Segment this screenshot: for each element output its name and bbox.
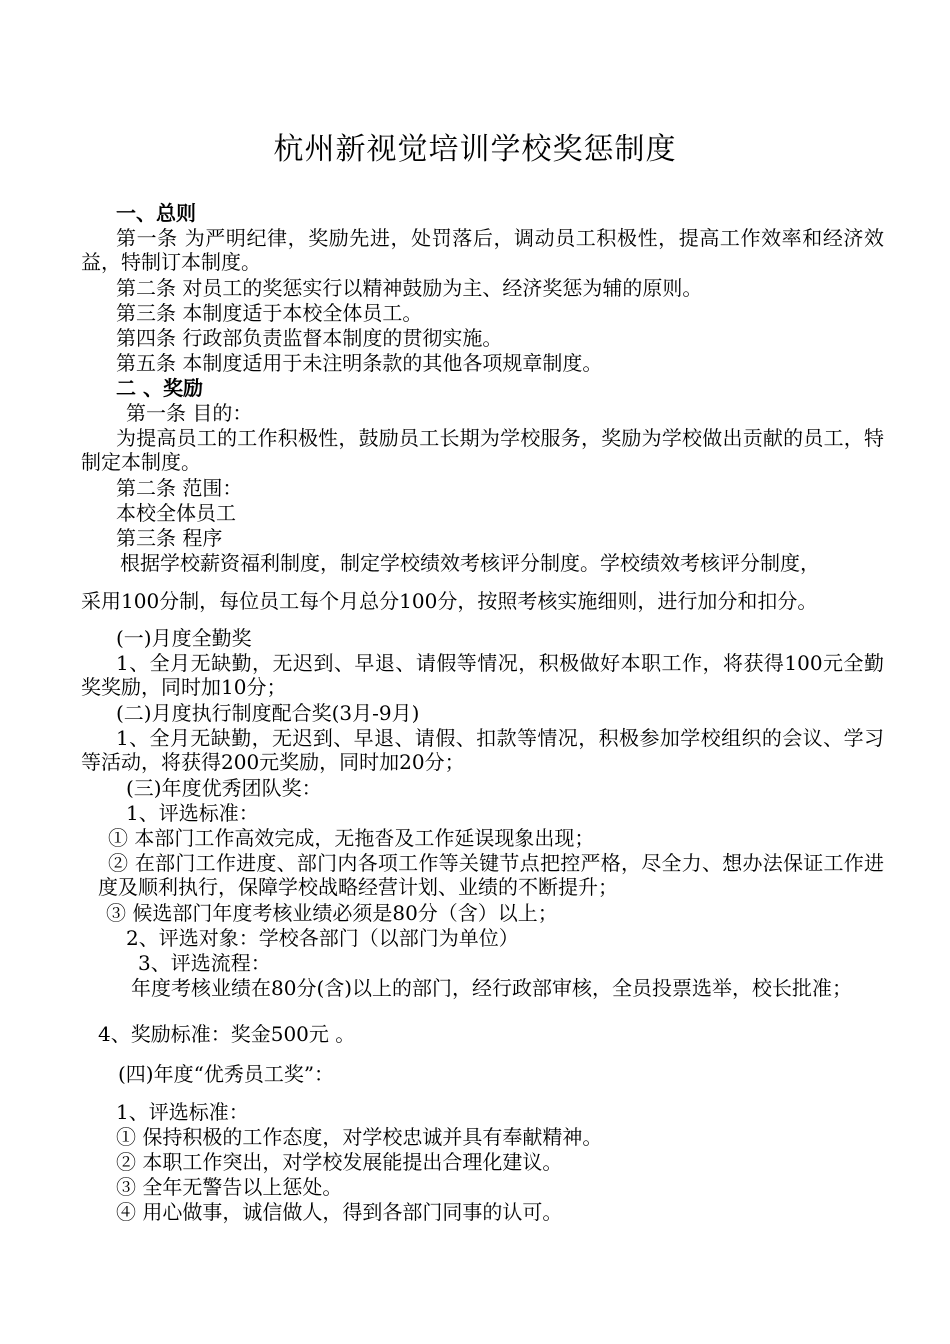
document-title: 杭州新视觉培训学校奖惩制度 (273, 132, 677, 167)
employee-award-heading: (四)年度“优秀员工奖”： (118, 1062, 335, 1086)
article-2-principle: 第二条 对员工的奖惩实行以精神鼓励为主、经济奖惩为辅的原则。 (116, 276, 703, 300)
reward-purpose-text: 为提高员工的工作积极性，鼓励员工长期为学校服务，奖励为学校做出贡献的员工，特制定本制度。 (81, 426, 884, 474)
reward-scope-text: 本校全体员工 (116, 501, 236, 525)
monthly-compliance-text: 1、全月无缺勤，无迟到、早退、请假、扣款等情况，积极参加学校组织的会议、学习等活动，将获得200元奖励，同时加20分； (81, 726, 884, 774)
procedure-text-line-2: 采用100分制，每位员工每个月总分100分，按照考核实施细则，进行加分和扣分。 (81, 589, 818, 613)
section-heading-general: 一、总则 (116, 201, 196, 225)
reward-article-3-heading: 第三条 程序 (116, 526, 223, 550)
monthly-attendance-text: 1、全月无缺勤，无迟到、早退、请假等情况，积极做好本职工作，将获得100元全勤奖奖励，同时加10分； (81, 651, 884, 699)
monthly-compliance-heading: (二)月度执行制度配合奖(3月-9月) (116, 701, 420, 725)
team-criterion-3: ③ 候选部门年度考核业绩必须是80分（含）以上； (106, 901, 558, 925)
article-4-supervision: 第四条 行政部负责监督本制度的贯彻实施。 (116, 326, 503, 350)
team-eligible-units: 2、评选对象：学校各部门（以部门为单位） (126, 926, 519, 950)
article-5-applicability: 第五条 本制度适用于未注明条款的其他各项规章制度。 (116, 351, 603, 375)
team-criterion-1: ① 本部门工作高效完成，无拖沓及工作延误现象出现； (108, 826, 595, 850)
team-award-heading: (三)年度优秀团队奖： (126, 776, 322, 800)
article-1-purpose: 第一条 为严明纪律，奖励先进，处罚落后，调动员工积极性，提高工作效率和经济效益，特制订本制度。 (81, 226, 884, 274)
employee-criteria-heading: 1、评选标准： (116, 1100, 249, 1124)
section-heading-rewards: 二 、奖励 (116, 376, 203, 400)
employee-criterion-4: ④ 用心做事，诚信做人，得到各部门同事的认可。 (116, 1200, 563, 1224)
team-reward-standard: 4、奖励标准：奖金500元 。 (98, 1022, 356, 1046)
procedure-text-line-1: 根据学校薪资福利制度，制定学校绩效考核评分制度。学校绩效考核评分制度， (120, 551, 820, 575)
team-selection-process-heading: 3、评选流程： (138, 951, 271, 975)
reward-article-2-heading: 第二条 范围： (116, 476, 243, 500)
employee-criterion-1: ① 保持积极的工作态度，对学校忠诚并具有奉献精神。 (116, 1125, 603, 1149)
monthly-attendance-heading: (一)月度全勤奖 (116, 626, 252, 650)
reward-article-1-heading: 第一条 目的： (126, 401, 253, 425)
employee-criterion-3: ③ 全年无警告以上惩处。 (116, 1175, 343, 1199)
team-criterion-2: ② 在部门工作进度、部门内各项工作等关键节点把控严格，尽全力、想办法保证工作进度及顺利执行，保障学校战略经营计划、业绩的不断提升； (98, 851, 884, 899)
employee-criterion-2: ② 本职工作突出，对学校发展能提出合理化建议。 (116, 1150, 563, 1174)
article-3-scope: 第三条 本制度适于本校全体员工。 (116, 301, 423, 325)
team-selection-process-text: 年度考核业绩在80分(含)以上的部门，经行政部审核，全员投票选举，校长批准； (131, 976, 853, 1000)
team-criteria-heading: 1、评选标准： (126, 801, 259, 825)
